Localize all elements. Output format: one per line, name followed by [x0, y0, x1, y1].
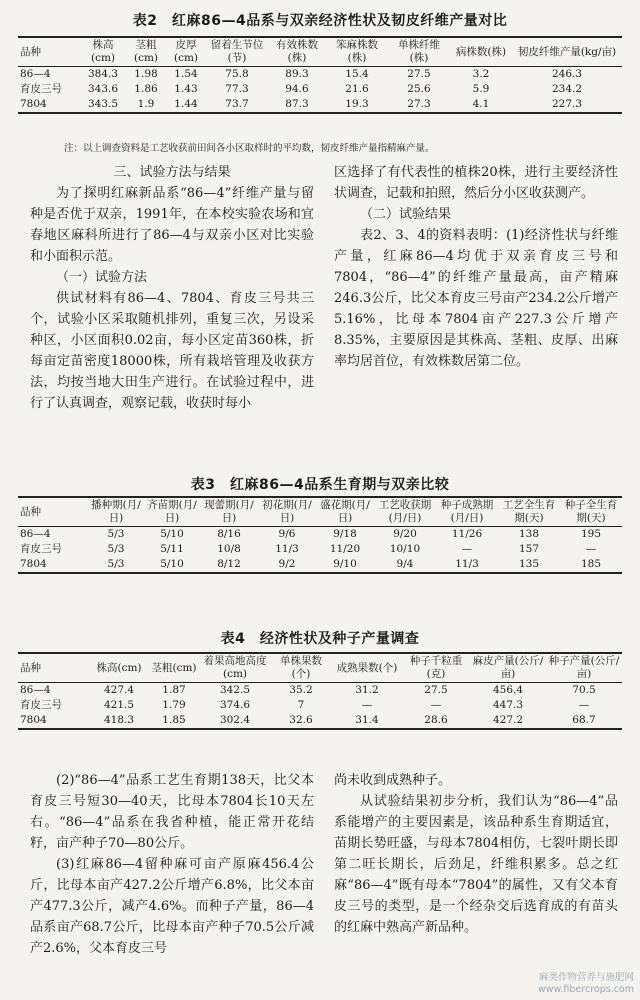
table3-title: 表3 红麻86—4品系生育期与双亲比较: [190, 477, 450, 493]
table-cell: 10/8: [217, 543, 241, 555]
table-cell: 8/16: [217, 528, 241, 540]
table-cell: 227.3: [551, 98, 583, 110]
table2-header: 有效株数(株): [276, 39, 318, 64]
table-cell: 75.8: [225, 68, 249, 80]
table3-header: 工艺全生育期(天): [502, 499, 556, 524]
table-cell: —: [361, 699, 373, 711]
table-cell: 15.4: [345, 68, 369, 80]
table-cell: 11/20: [329, 543, 361, 555]
table-row: [18, 97, 622, 113]
watermark: [538, 972, 634, 996]
table2-header: 品种: [20, 45, 41, 58]
table4-header: 单株果数(个): [280, 655, 322, 680]
table-cell: 5/3: [107, 558, 125, 570]
table-cell: 9/18: [333, 528, 357, 540]
table-cell: 21.6: [345, 83, 369, 95]
subsection-heading: （二）试验结果: [360, 207, 452, 222]
table-cell: 育皮三号: [20, 543, 62, 555]
section-heading: 三、试验方法与结果: [113, 165, 231, 180]
table-cell: 9/6: [278, 528, 296, 540]
table-cell: 70.5: [572, 684, 596, 696]
table-cell: 31.2: [355, 684, 379, 696]
table-cell: 234.2: [551, 83, 583, 95]
table-cell: 25.6: [407, 83, 431, 95]
table2-header: 皮厚(cm): [173, 39, 199, 64]
table-cell: 342.5: [219, 684, 251, 696]
table4-header: 着果高地高度(cm): [203, 655, 267, 680]
table-cell: 7804: [20, 98, 47, 110]
table-cell: 9/10: [333, 558, 357, 570]
table-cell: 5/3: [107, 528, 125, 540]
paragraph: 从试验结果初步分析，我们认为“86—4”品系能增产的主要因素是，该品种系生育期适宜，苗期长势旺盛，与母本7804相仿，七裂叶期长即第二旺长期长，后劲足，纤维积累多。总之红麻“86—4”既有母本“7804”的属性，又有父本育皮三号的类型，是一个经杂交后选育成的有苗头的红麻中熟高产新品种。: [334, 794, 618, 935]
table2-title: 表2 红麻86—4品系与双亲经济性状及韧皮纤维产量对比: [132, 13, 508, 29]
table2: [18, 36, 622, 114]
table-cell: 195: [580, 528, 602, 540]
table-cell: 32.6: [289, 714, 313, 726]
table4-title: 表4 经济性状及种子产量调查: [220, 631, 420, 647]
table3-header: 种子成熟期(月/日): [440, 499, 494, 524]
table-cell: 77.3: [225, 83, 249, 95]
table-cell: 68.7: [572, 714, 596, 726]
table-cell: 4.1: [472, 98, 490, 110]
table2-header: 笨麻株数(株): [336, 39, 378, 64]
table-cell: 427.4: [103, 684, 135, 696]
table-cell: 447.3: [492, 699, 524, 711]
table-cell: 1.54: [174, 68, 198, 80]
table-cell: 157: [518, 543, 540, 555]
table-cell: 1.9: [137, 98, 155, 110]
bottom-right-column: [334, 770, 618, 938]
table-cell: 86—4: [20, 684, 51, 696]
table3-header: 现蕾期(月/日): [204, 499, 254, 524]
table4: [18, 652, 622, 730]
table-cell: 456.4: [492, 684, 524, 696]
table2-header: 单株纤维(株): [398, 39, 440, 64]
table-cell: 11/26: [451, 528, 483, 540]
table3: [18, 496, 622, 574]
table-cell: 86—4: [20, 528, 51, 540]
table-cell: 89.3: [285, 68, 309, 80]
table-cell: 302.4: [219, 714, 251, 726]
table-cell: 5/3: [107, 543, 125, 555]
table-cell: 246.3: [551, 68, 583, 80]
table3-header: 工艺收获期(月/日): [378, 499, 432, 524]
table-cell: 1.98: [134, 68, 158, 80]
table3-header: 种子全生育期(天): [564, 499, 618, 524]
table-cell: 418.3: [103, 714, 135, 726]
table-cell: 育皮三号: [20, 83, 62, 95]
table-row: [18, 557, 622, 573]
table-cell: 35.2: [289, 684, 313, 696]
table-cell: 11/3: [455, 558, 479, 570]
table-cell: 343.6: [87, 83, 119, 95]
table-cell: 1.44: [174, 98, 198, 110]
table-cell: 27.5: [424, 684, 448, 696]
table4-header: 品种: [20, 661, 41, 674]
table-cell: 1.85: [162, 714, 186, 726]
paragraph: 供试材料有86—4、7804、育皮三号共三个，试验小区采取随机排列，重复三次，另设采种区，小区面积0.02亩，每小区定苗360株，折每亩定苗密度18000株，所有栽培管理及收获方法，均按当地大田生产进行。在试验过程中，进行了认真调查，观察记载，收获时每小: [30, 291, 314, 411]
table-cell: 7804: [20, 714, 47, 726]
bottom-left-column: [30, 770, 314, 959]
table-cell: 374.6: [219, 699, 251, 711]
paragraph: (3)红麻86—4留种麻可亩产原麻456.4公斤，比母本亩产427.2公斤增产6.8%，比父本亩产477.3公斤，减产4.6%。而种子产量，86—4品系亩产68.7公斤，比母本亩产种子70.5公斤减产2.6%，父本育皮三号: [30, 857, 314, 956]
table-row: [18, 683, 622, 699]
table4-header: 麻皮产量(公斤/亩): [472, 655, 544, 680]
table-cell: 5.9: [472, 83, 490, 95]
table-cell: 5/10: [160, 528, 184, 540]
table2-header: 茎粗(cm): [133, 39, 159, 64]
subsection-heading: （一）试验方法: [56, 270, 148, 285]
table-cell: 1.86: [134, 83, 158, 95]
table4-header: 株高(cm): [96, 661, 142, 674]
table-cell: 185: [580, 558, 602, 570]
table-cell: 5/10: [160, 558, 184, 570]
table-cell: —: [430, 699, 442, 711]
table-cell: 135: [518, 558, 540, 570]
table2-header: 病株数(株): [455, 45, 507, 58]
table-cell: 9/2: [278, 558, 296, 570]
table-cell: 8/12: [217, 558, 241, 570]
table-cell: 1.79: [162, 699, 186, 711]
table-cell: 343.5: [87, 98, 119, 110]
table-cell: 19.3: [345, 98, 369, 110]
table-cell: 94.6: [285, 83, 309, 95]
table3-header: 齐苗期(月/日): [147, 499, 197, 524]
table-cell: 9/20: [393, 528, 417, 540]
table-row: [18, 713, 622, 729]
table-cell: 育皮三号: [20, 699, 62, 711]
table-cell: 427.2: [492, 714, 524, 726]
table-row: [18, 527, 622, 543]
table3-header: 品种: [20, 505, 41, 518]
table-cell: 9/4: [396, 558, 414, 570]
watermark-line: www.fibercrops.com: [537, 984, 634, 995]
table4-header: 茎粗(cm): [151, 661, 197, 674]
table2-header: 留着生节位(节): [210, 39, 264, 64]
table-row: [18, 542, 622, 557]
table-cell: 5/11: [160, 543, 184, 555]
table-cell: 421.5: [103, 699, 135, 711]
table2-header: 韧皮纤维产量(kg/亩): [517, 45, 617, 58]
table-cell: 3.2: [472, 68, 490, 80]
table-row: [18, 67, 622, 83]
table-cell: —: [461, 543, 473, 555]
table-row: [18, 82, 622, 97]
table-cell: 11/3: [275, 543, 299, 555]
table-cell: 73.7: [225, 98, 249, 110]
table-cell: 384.3: [87, 68, 119, 80]
paragraph: 区选择了有代表性的植株20株，进行主要经济性状调查，记载和拍照，然后分小区收获测产。: [334, 165, 618, 201]
table-cell: 10/10: [389, 543, 421, 555]
table-cell: —: [585, 543, 597, 555]
table3-header: 盛花期(月/日): [320, 499, 370, 524]
table2-header: 株高(cm): [90, 39, 116, 64]
table-cell: 31.4: [355, 714, 379, 726]
table4-header: 成熟果数(个): [336, 661, 398, 674]
paragraph: (2)“86—4”品系工艺生育期138天，比父本育皮三号短30—40天，比母本7804长10天左右。“86—4”品系在我省种植，能正常开花结籽，亩产种子70—80公斤。: [30, 773, 314, 851]
paragraph: 尚未收到成熟种子。: [334, 773, 452, 788]
table-cell: 1.43: [174, 83, 198, 95]
paragraph: 为了探明红麻新品系“86—4”纤维产量与留种是否优于双亲，1991年，在本校实验农场和宜春地区麻科所进行了86—4与双亲小区对比实验和小面积示范。: [30, 186, 314, 264]
paragraph: 表2、3、4的资料表明：(1)经济性状与纤维产量，红麻86—4均优于双亲育皮三号和7804，“86—4”的纤维产量最高，亩产精麻246.3公斤，比父本育皮三号亩产234.2公斤增产5.16%，比母本7804亩产227.3公斤增产8.35%，主要原因是其株高、茎粗、皮厚、出麻率均居首位，有效株数居第二位。: [334, 228, 618, 369]
table-cell: 87.3: [285, 98, 309, 110]
left-column: [30, 162, 314, 414]
table-cell: —: [578, 699, 590, 711]
table4-header: 种子千粒重(克): [409, 655, 463, 680]
table-cell: 7804: [20, 558, 47, 570]
table-cell: 138: [518, 528, 540, 540]
table3-header: 播种期(月/日): [91, 499, 141, 524]
right-column: [334, 162, 618, 372]
table-cell: 28.6: [424, 714, 448, 726]
table3-header: 初花期(月/日): [262, 499, 312, 524]
table-cell: 7: [297, 699, 305, 711]
table-cell: 86—4: [20, 68, 51, 80]
table-cell: 27.3: [407, 98, 431, 110]
table4-header: 种子产量(公斤/亩): [548, 655, 620, 680]
table-cell: 27.5: [407, 68, 431, 80]
table2-note: 注：以上调查资料是工艺收获前田间各小区取样时的平均数，韧皮纤维产量指精麻产量。: [64, 143, 435, 154]
table-row: [18, 698, 622, 713]
watermark-line: 麻类作物营养与施肥网: [538, 972, 634, 983]
table-cell: 1.87: [162, 684, 186, 696]
